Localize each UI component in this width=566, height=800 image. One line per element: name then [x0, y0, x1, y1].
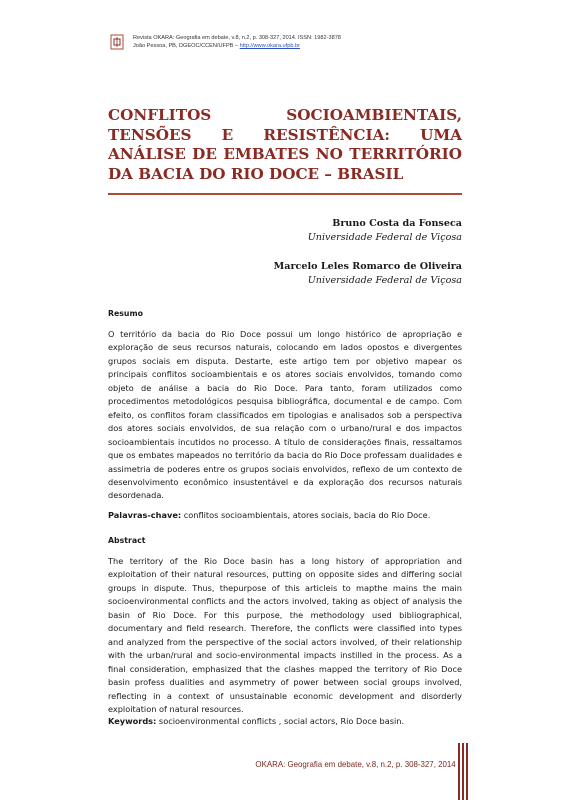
palavras-chave-label: Palavras-chave: [108, 510, 182, 520]
palavras-chave-list: conflitos socioambientais, atores sociais, bacia do Rio Doce. [181, 510, 431, 520]
palavras-chave [108, 509, 462, 521]
running-head [133, 34, 341, 50]
author-block-2 [274, 260, 462, 288]
title-divider [108, 193, 462, 195]
resumo-heading: Resumo [108, 309, 143, 318]
resumo-text: O território da bacia do Rio Doce possui um longo histórico de apropriação e exploração de seus recursos naturais, colocando em lados opostos e divergentes grupos sociais em disputa. Destarte, este artigo tem por objetivo mapear os principais conflitos socioambientais e os atores sociais envolvidos, tomando como objeto de análise a bacia do Rio Doce. Para tanto, foram utilizados como procedimentos metodológicos pesquisa bibliográfica, documental e de campo. Com efeito, os conflitos foram classificados em tipologias e analisados sob a perspectiva dos atores sociais envolvidos, de sua relação com o urbano/rural e dos impactos socioambientais incutidos no processo. A título de considerações finais, ressaltamos que os embates mapeados no território da bacia do Rio Doce professam dualidades e assimetria de poderes entre os grupos sociais envolvidos, reflexo de um contexto de desenvolvimento econômico insustentável e da exploração dos recursos naturais desordenada. [108, 329, 462, 501]
journal-logo-icon [110, 34, 124, 50]
author-affiliation: Universidade Federal de Viçosa [307, 275, 462, 286]
author-name: Bruno Costa da Fonseca [332, 218, 462, 229]
article-title: CONFLITOS SOCIOAMBIENTAIS, TENSÕES E RESISTÊNCIA: UMA ANÁLISE DE EMBATES NO TERRITÓRIO DA BACIA DO RIO DOCE – BRASIL [108, 106, 462, 183]
page-footer: OKARA: Geografia em debate, v.8, n.2, p. 308-327, 2014 [255, 759, 456, 769]
running-head-prefix: João Pessoa, PB, DGEOC/CCEN/UFPB – [133, 43, 240, 49]
author-name: Marcelo Leles Romarco de Oliveira [273, 261, 462, 272]
author-affiliation: Universidade Federal de Viçosa [307, 232, 462, 243]
author-block-1 [308, 217, 462, 245]
journal-website-link[interactable]: http://www.okara.ufpb.br [239, 43, 300, 49]
keywords [108, 715, 462, 727]
keywords-label: Keywords: [108, 716, 157, 726]
footer-decoration [458, 743, 468, 800]
abstract-heading: Abstract [108, 536, 146, 545]
keywords-list: socioenvironmental conflicts , social actors, Rio Doce basin. [156, 716, 405, 726]
running-head-citation: Revista OKARA: Geografia em debate, v.8, n.2, p. 308-327, 2014. ISSN: 1982-3878 [133, 35, 341, 41]
running-head-location [133, 42, 341, 50]
abstract-text: The territory of the Rio Doce basin has a long history of appropriation and exploitation of their natural resources, putting on opposite sides and differing social groups in dispute. Thus, thepurpose of this articleis to mapthe mains the main socioenvironmental conflicts and the actors involved, taking as object of analysis the basin of Rio Doce. For this purpose, the methodology used bibliographical, documentary and field research. Therefore, the conflicts were classified into types and analyzed from the perspective of the social actors involved, of their relationship with the urban/rural and socio-environmental impacts instilled in the process. As a final consideration, emphasized that the clashes mapped the territory of Rio Doce basin profess dualities and asymmetry of power between social groups involved, reflecting in a context of unsustainable economic development and disorderly exploitation of natural resources. [108, 556, 462, 714]
